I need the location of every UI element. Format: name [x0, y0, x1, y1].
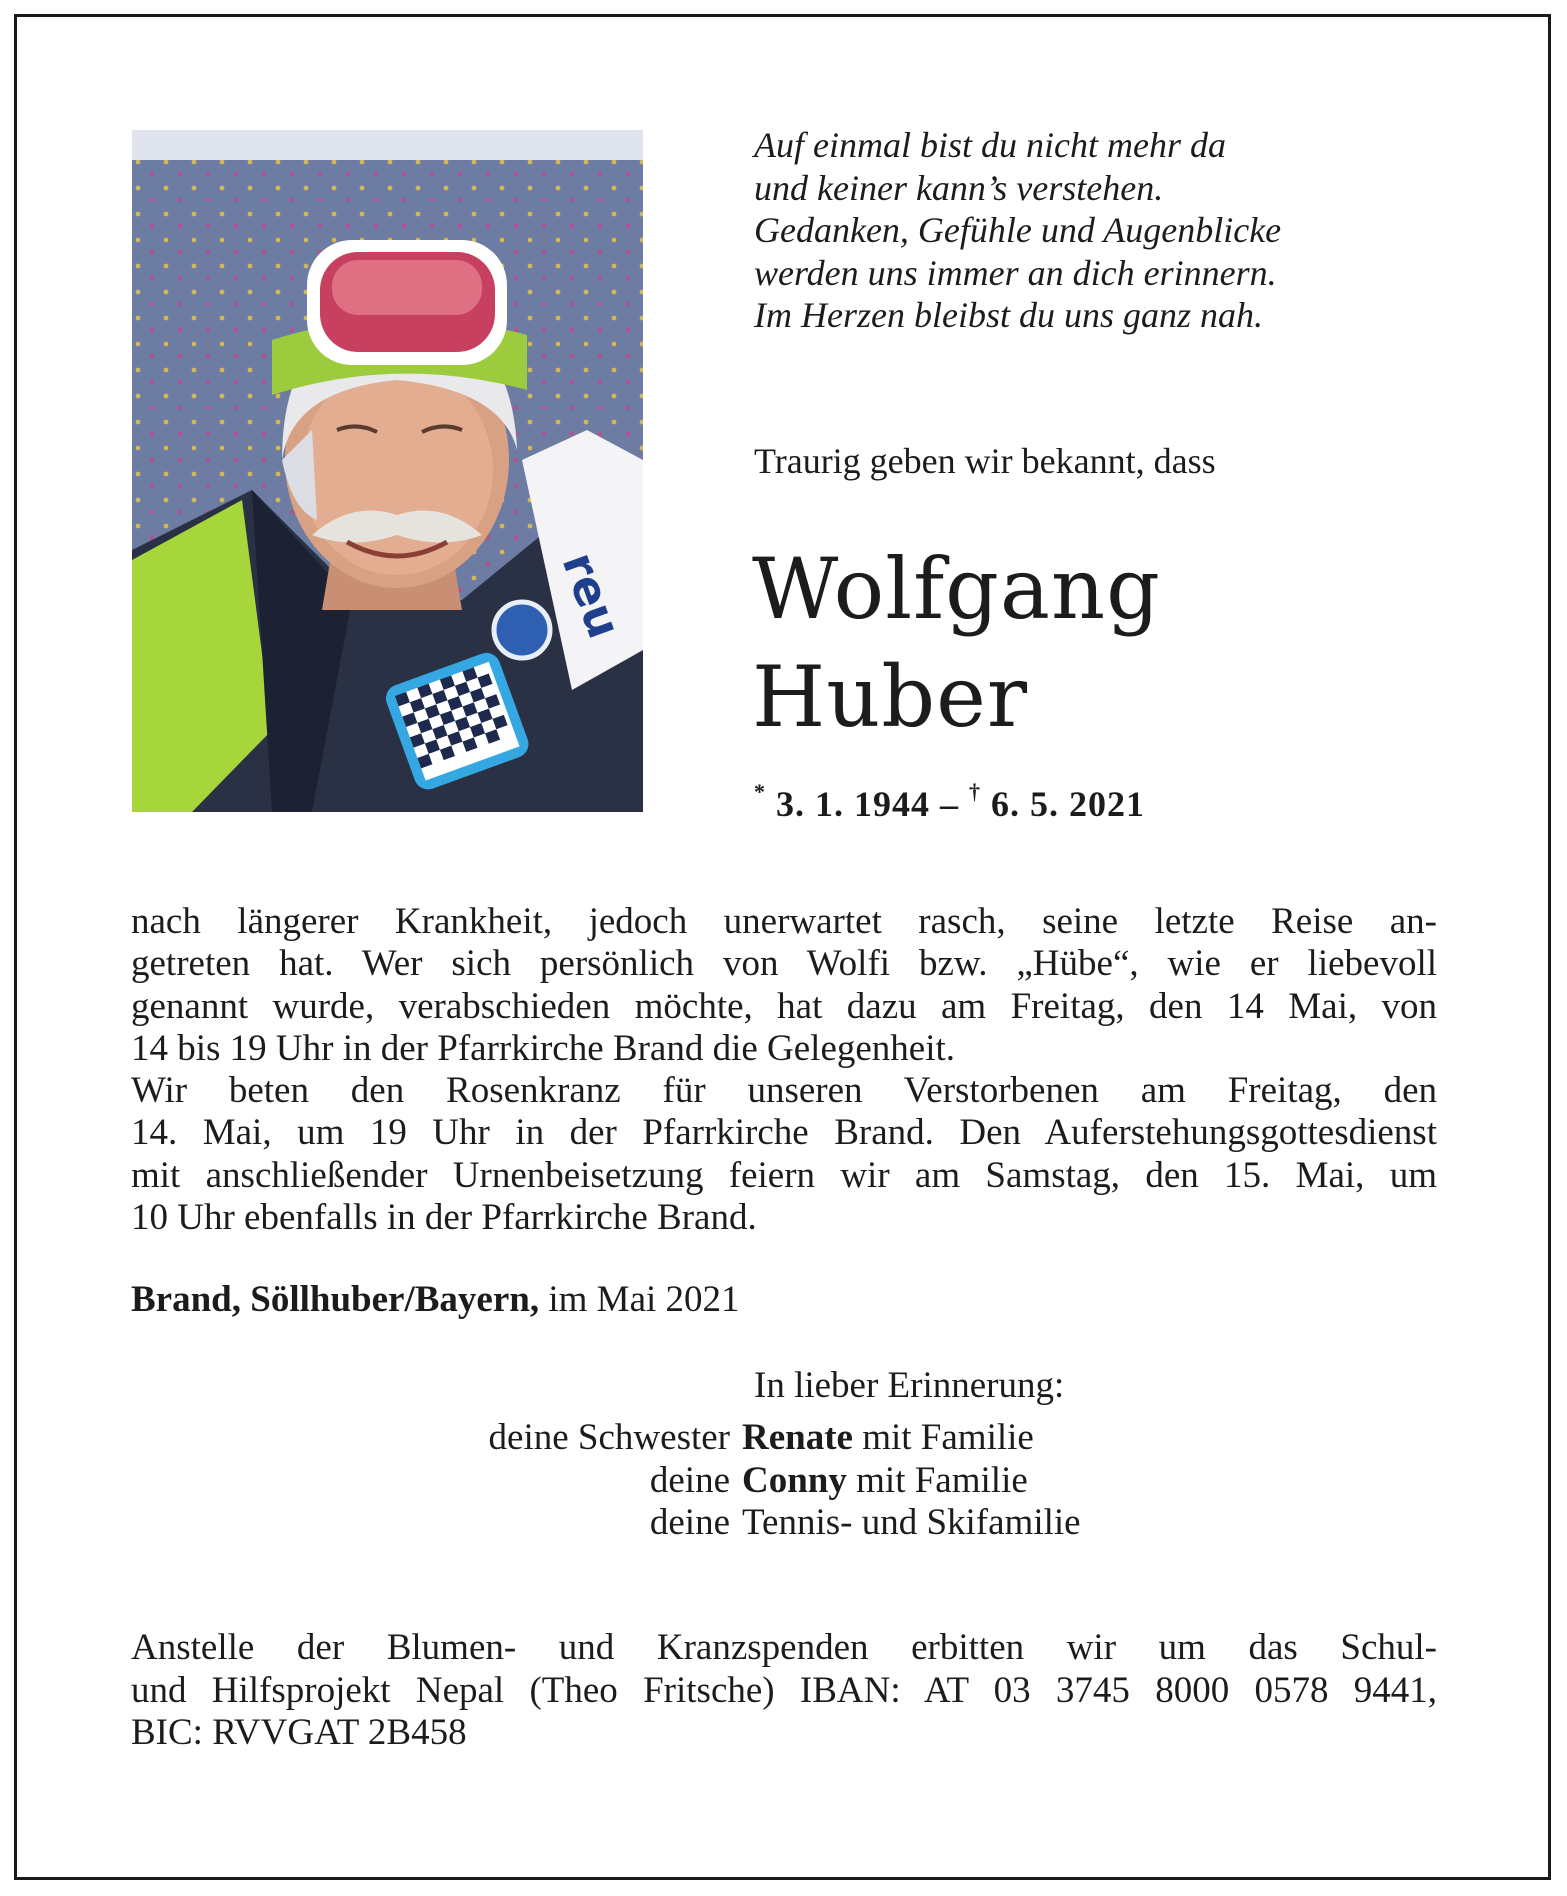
death-date: 6. 5. 2021: [991, 784, 1145, 824]
date-separator: –: [930, 784, 969, 824]
donation-line: Anstelle der Blumen- und Kranzspenden erbitten wir um das Schul-: [131, 1627, 1437, 1668]
place-and-date: [131, 1278, 740, 1322]
mourner-row: [300, 1417, 1500, 1460]
poem: [754, 124, 1474, 337]
life-dates: [754, 776, 1145, 824]
mourner-relation: deine Schwester: [488, 1417, 730, 1458]
poem-line: werden uns immer an dich erinnern.: [754, 252, 1277, 293]
birth-mark: *: [754, 779, 766, 804]
first-name: Wolfgang: [752, 540, 1161, 638]
text-line: nach längerer Krankheit, jedoch unerwartet rasch, seine letzte Reise an-: [131, 901, 1437, 942]
text-line: getreten hat. Wer sich persönlich von Wolfi bzw. „Hübe“, wie er liebevoll: [131, 943, 1437, 985]
text-line: 14. Mai, um 19 Uhr in der Pfarrkirche Brand. Den Auferstehungsgottesdienst: [131, 1112, 1437, 1154]
donation-line: und Hilfsprojekt Nepal (Theo Fritsche) IBAN: AT 03 3745 8000 0578 9441,: [131, 1669, 1437, 1711]
deceased-name: [752, 535, 1161, 751]
announcement-intro: Traurig geben wir bekannt, dass: [754, 441, 1216, 481]
death-mark: †: [969, 779, 981, 804]
mourner-suffix: mit Familie: [852, 1417, 1034, 1458]
obituary-text: [131, 901, 1437, 1239]
text-line: Wir beten den Rosenkranz für unseren Verstorbenen am Freitag, den: [131, 1070, 1437, 1112]
mourner-row: [300, 1460, 1500, 1503]
text-line: 14 bis 19 Uhr in der Pfarrkirche Brand die Gelegenheit.: [131, 1027, 956, 1069]
poem-line: Gedanken, Gefühle und Augenblicke: [754, 210, 1282, 250]
poem-line: Im Herzen bleibst du uns ganz nah.: [754, 295, 1263, 335]
text-line: genannt wurde, verabschieden möchte, hat dazu am Freitag, den 14 Mai, von: [131, 985, 1437, 1027]
mourners-list: [300, 1417, 1500, 1545]
mourner-relation: deine: [649, 1502, 730, 1543]
mourner-row: [300, 1502, 1500, 1545]
mourner-suffix: Tennis- und Skifamilie: [742, 1502, 1081, 1543]
poem-line: und keiner kann’s verstehen.: [754, 167, 1164, 208]
svg-text:reu: reu: [551, 545, 633, 646]
text-line: mit anschließender Urnenbeisetzung feiern wir am Samstag, den 15. Mai, um: [131, 1154, 1437, 1196]
issue-date: im Mai 2021: [539, 1279, 740, 1320]
donation-line: BIC: RVVGAT 2B458: [131, 1712, 467, 1753]
portrait-photo: [132, 130, 643, 812]
mourner-name: Renate: [742, 1417, 853, 1458]
poem-line: Auf einmal bist du nicht mehr da: [754, 125, 1226, 165]
birth-date: 3. 1. 1944: [776, 784, 930, 824]
mourner-relation: deine: [649, 1459, 730, 1501]
last-name: Huber: [752, 648, 1028, 746]
mourner-suffix: mit Familie: [846, 1459, 1028, 1501]
mourner-name: Conny: [742, 1459, 847, 1501]
text-line: 10 Uhr ebenfalls in der Pfarrkirche Brand.: [131, 1197, 757, 1239]
donation-note: [131, 1627, 1437, 1755]
place: Brand, Söllhuber/Bayern,: [131, 1279, 540, 1320]
memory-heading: In lieber Erinnerung:: [754, 1365, 1065, 1406]
